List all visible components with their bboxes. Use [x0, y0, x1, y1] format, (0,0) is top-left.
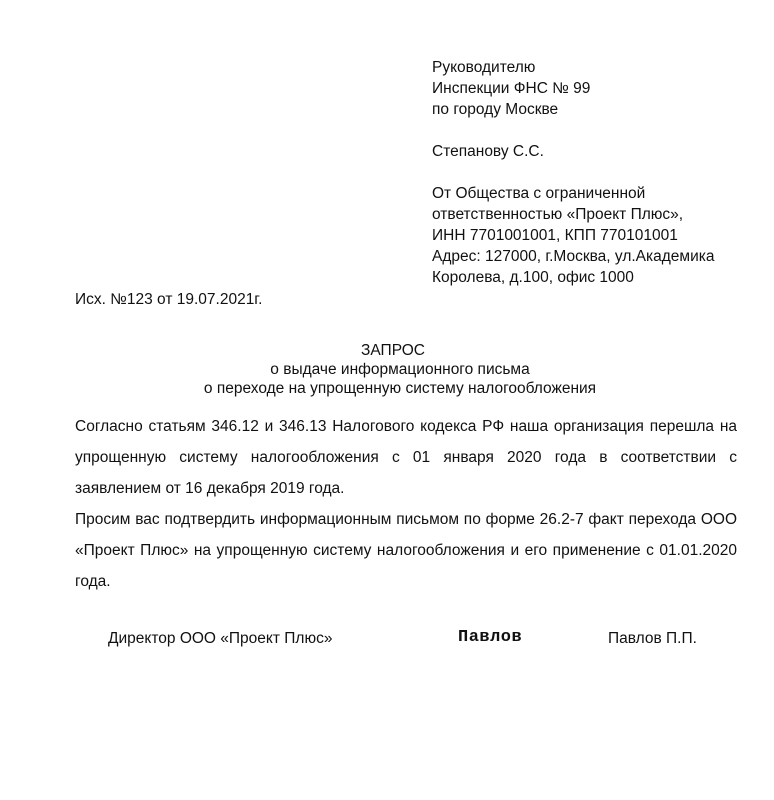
document-title	[0, 341, 774, 398]
body-paragraph-1: Согласно статьям 346.12 и 346.13 Налогового кодекса РФ наша организация перешла на упрощенную систему налогообложения с 01 января 2020 года в соответствии с заявлением от 16 декабря 2019 года.	[75, 418, 737, 497]
sender-line-1: От Общества с ограниченной	[432, 185, 646, 202]
body-paragraph-2: Просим вас подтвердить информационным письмом по форме 26.2-7 факт перехода ООО «Проект Плюс» на упрощенную систему налогообложения и его применение с 01.01.2020 года.	[75, 511, 737, 590]
signatory-position: Директор ООО «Проект Плюс»	[108, 630, 333, 647]
title-subline-1: о выдаче информационного письма	[270, 361, 530, 378]
title-heading: ЗАПРОС	[361, 342, 425, 359]
addressee-line-2: Инспекции ФНС № 99	[432, 80, 591, 97]
sender-address-line-2: Королева, д.100, офис 1000	[432, 269, 634, 286]
spacer	[432, 162, 714, 183]
addressee-line-3: по городу Москве	[432, 101, 559, 118]
addressee-person: Степанову С.С.	[432, 143, 544, 160]
sender-inn-kpp: ИНН 7701001001, КПП 770101001	[432, 227, 678, 244]
addressee-block	[432, 57, 714, 288]
sender-line-2: ответственностью «Проект Плюс»,	[432, 206, 684, 223]
addressee-line-1: Руководителю	[432, 59, 536, 76]
outgoing-reference: Исх. №123 от 19.07.2021г.	[75, 291, 263, 308]
sender-address-line-1: Адрес: 127000, г.Москва, ул.Академика	[432, 248, 715, 265]
document-body	[75, 411, 737, 597]
title-subline-2: о переходе на упрощенную систему налогообложения	[203, 380, 597, 397]
signature-row	[0, 628, 774, 652]
handwritten-signature: Павлов	[458, 628, 523, 647]
signatory-name: Павлов П.П.	[608, 630, 697, 647]
spacer	[432, 120, 714, 141]
